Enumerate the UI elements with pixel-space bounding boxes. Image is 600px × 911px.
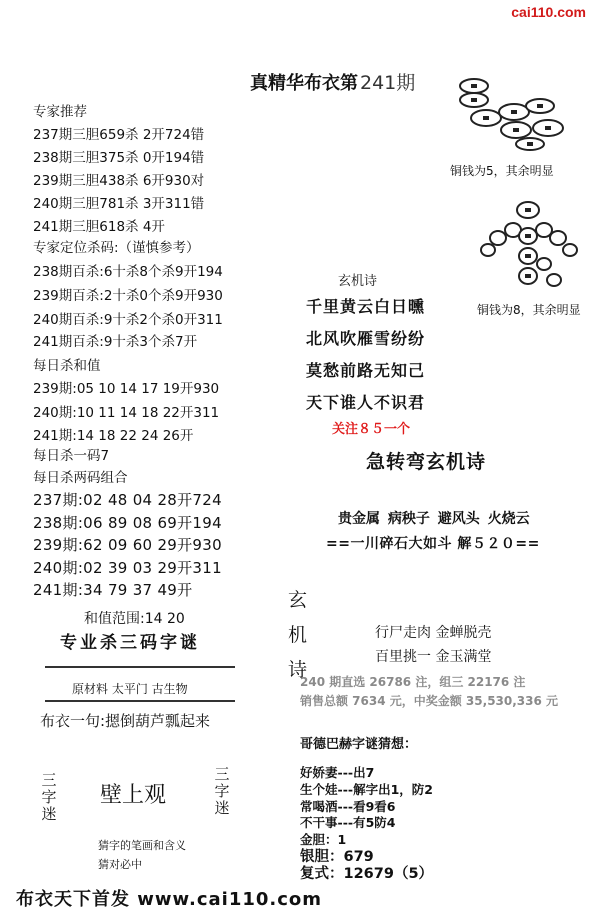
title-text: 真精华布衣第 [250,73,358,94]
pick-line: 237期三胆659杀 2开724错 [33,127,205,143]
poem-line: 莫愁前路无知己 [306,361,426,380]
combo-heading: 每日杀两码组合 [33,470,128,486]
pick-line: 241期三胆618杀 4开 [33,219,165,235]
site-logo[interactable]: cai110.com [511,4,586,20]
sanzi-mi-right: 三字迷 [214,765,230,817]
idiom-line: 百里挑一 金玉满堂 [375,649,492,665]
sha-yi-ma: 每日杀一码7 [33,448,110,464]
riddle-line: 不干事---有5防4 [300,815,396,831]
hezhi-heading: 每日杀和值 [33,358,101,374]
combo-line: 241期:34 79 37 49开 [33,581,193,600]
idiom-line: 行尸走肉 金蝉脱壳 [375,625,492,641]
divider [45,700,235,702]
hezhi-line: 240期:10 11 14 18 22开311 [33,405,220,421]
note-line: 猜字的笔画和含义 [98,839,186,852]
combo-line: 240期:02 39 03 29开311 [33,558,222,577]
combo-list [33,489,222,602]
buyi-line: 布衣一句:摁倒葫芦瓢起来 [40,712,211,730]
vertical-xuan: 玄 [288,589,308,611]
footer-banner[interactable]: 布衣天下首发 www.cai110.com [16,889,323,910]
page-title [250,68,415,95]
pick-line: 239期三胆438杀 6开930对 [33,173,205,189]
coins-illustration [452,72,572,152]
pick-line: 238期三胆375杀 0开194错 [33,150,205,166]
coin-figure-illustration [478,196,588,296]
pick-line: 240期三胆781杀 3开311错 [33,196,205,212]
riddle-line: 常喝酒---看9看6 [300,798,396,814]
hezhi-range: 和值范围:14 20 [84,611,185,627]
vertical-ji: 机 [288,624,308,646]
guijin-line: 贵金属 病秧子 避风头 火烧云 [338,511,530,527]
yichuan-line: ==一川碎石大如斗 解５２０== [326,536,540,552]
dingwei-line: 240期百杀:9十杀2个杀0开311 [33,312,223,328]
guanzhu-note: 关注８５一个 [332,422,411,437]
poem-line: 千里黄云白日曛 [306,297,426,316]
expert-heading: 专家推荐 [33,104,87,120]
riddle-line: 复式：12679（5） [300,865,434,882]
coin-caption: 铜钱为5，其余明显 [450,164,554,178]
yuancailiao: 原材料 太平门 古生物 [72,682,188,696]
riddle-list [300,765,433,883]
poem-line: 北风吹雁雪纷纷 [306,329,426,348]
riddle-note [98,836,186,874]
issue-number: 241期 [360,72,416,94]
riddle-line: 金胆：1 [300,832,347,848]
riddle-line: 生个娃---解字出1，防2 [300,781,433,797]
zhuanye-heading: 专业杀三码字谜 [60,633,200,653]
goldbach-heading: 哥德巴赫字谜猜想： [300,737,418,752]
jizhuanwan-heading: 急转弯玄机诗 [366,451,487,473]
riddle-line: 银胆：679 [300,848,374,865]
riddle-line: 好娇妻---出7 [300,765,375,780]
poem-line: 天下谁人不识君 [306,393,426,412]
combo-line: 239期:62 09 60 29开930 [33,536,222,555]
sanzi-mi-left: 三字迷 [41,771,57,823]
dingwei-line: 239期百杀:2十杀0个杀9开930 [33,288,223,304]
dingwei-heading: 专家定位杀码:（谨慎参考） [33,240,200,256]
dingwei-line: 238期百杀:6十杀8个杀9开194 [33,264,223,280]
combo-line: 237期:02 48 04 28开724 [33,491,222,509]
note-line: 猜对必中 [98,858,142,871]
vertical-shi: 诗 [288,659,308,681]
divider [45,666,235,668]
xuanjishi-heading: 玄机诗 [338,274,378,289]
dingwei-line: 241期百杀:9十杀3个杀7开 [33,334,198,350]
bishang-guan: 壁上观 [100,783,167,808]
combo-line: 238期:06 89 08 69开194 [33,513,222,532]
hezhi-line: 239期:05 10 14 17 19开930 [33,381,220,397]
hezhi-line: 241期:14 18 22 24 26开 [33,428,194,444]
stats-line: 销售总额 7634 元，中奖金额 35,530,336 元 [300,694,559,708]
stats-line: 240 期直选 26786 注，组三 22176 注 [300,675,526,689]
coin-caption: 铜钱为8，其余明显 [477,303,581,317]
